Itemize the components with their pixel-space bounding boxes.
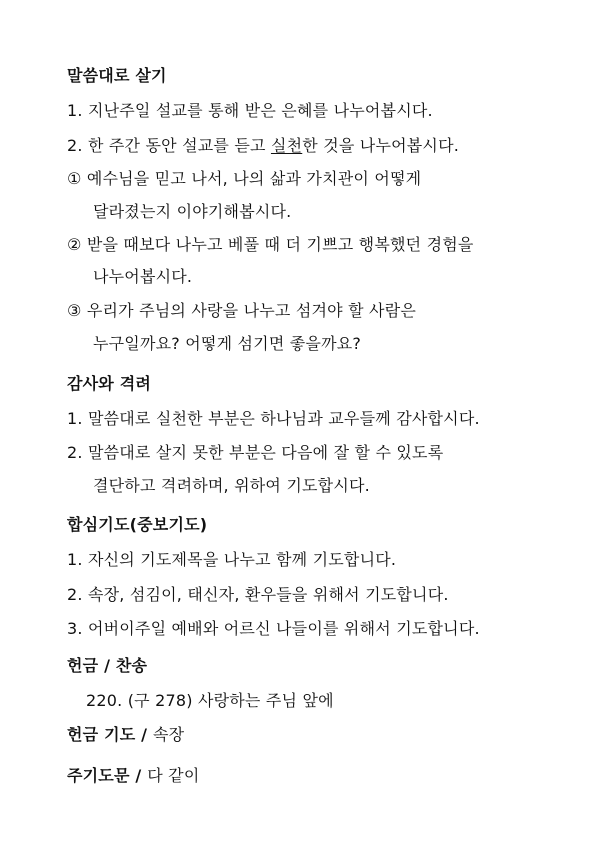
- word-living-item-2-suffix: 한 것을 나누어봅시다.: [302, 136, 460, 155]
- question-3-line-1: ③ 우리가 주님의 사랑을 나누고 섬겨야 할 사람은: [67, 301, 417, 320]
- prayer-item-2: 2. 속장, 섬김이, 태신자, 환우들을 위해서 기도합니다.: [67, 585, 449, 604]
- question-3-line-2: 누구일까요? 어떻게 섬기면 좋을까요?: [93, 334, 362, 353]
- lords-prayer-line: [67, 766, 199, 786]
- lords-prayer-value: 다 같이: [147, 766, 200, 785]
- prayer-item-1: 1. 자신의 기도제목을 나누고 함께 기도합니다.: [67, 550, 397, 569]
- thanks-item-2-line-2: 결단하고 격려하며, 위하여 기도합시다.: [93, 476, 370, 495]
- hymn-line: 220. (구 278) 사랑하는 주님 앞에: [86, 691, 334, 710]
- word-living-item-2: [67, 136, 459, 156]
- lords-prayer-title: 주기도문 /: [67, 766, 148, 785]
- offering-prayer-line: [67, 725, 184, 745]
- question-2-line-2: 나누어봅시다.: [93, 267, 193, 286]
- question-1-line-2: 달라졌는지 이야기해봅시다.: [93, 202, 292, 221]
- offering-prayer-value: 속장: [152, 725, 185, 744]
- section-title-offering: 헌금 / 찬송: [67, 656, 148, 675]
- prayer-item-3: 3. 어버이주일 예배와 어르신 나들이를 위해서 기도합니다.: [67, 619, 480, 638]
- question-2-line-1: ② 받을 때보다 나누고 베풀 때 더 기쁘고 행복했던 경험을: [67, 235, 474, 254]
- section-title-word-living: 말씀대로 살기: [67, 66, 167, 85]
- section-title-thanks: 감사와 격려: [67, 374, 152, 393]
- word-living-item-1: 1. 지난주일 설교를 통해 받은 은혜를 나누어봅시다.: [67, 101, 433, 120]
- thanks-item-2-line-1: 2. 말씀대로 살지 못한 부분은 다음에 잘 할 수 있도록: [67, 443, 444, 462]
- offering-prayer-title: 헌금 기도 /: [67, 725, 153, 744]
- thanks-item-1: 1. 말씀대로 실천한 부분은 하나님과 교우들께 감사합시다.: [67, 409, 480, 428]
- word-living-item-2-prefix: 2. 한 주간 동안 설교를 듣고: [67, 136, 271, 155]
- section-title-prayer: 합심기도(중보기도): [67, 515, 208, 534]
- question-1-line-1: ① 예수님을 믿고 나서, 나의 삶과 가치관이 어떻게: [67, 169, 422, 188]
- word-living-item-2-underlined: 실천: [270, 136, 303, 155]
